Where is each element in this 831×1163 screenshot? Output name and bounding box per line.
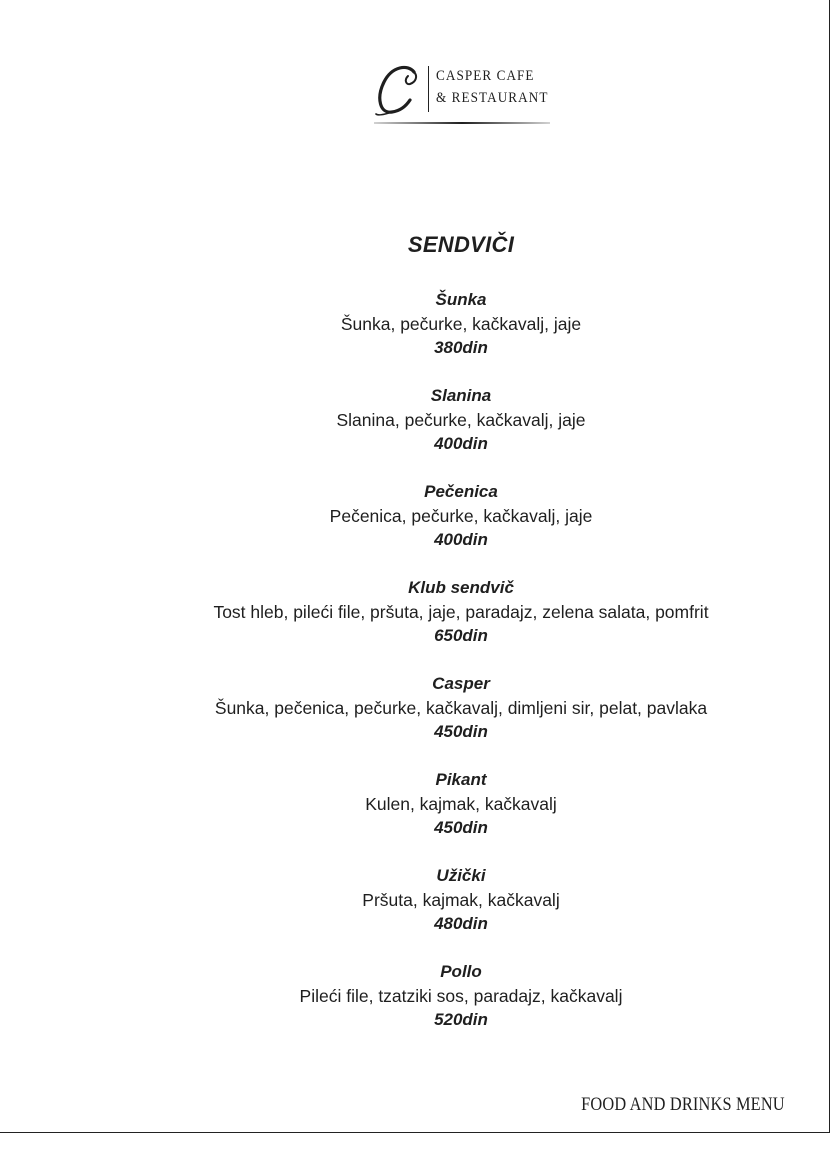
item-price: 450din bbox=[434, 818, 488, 837]
item-name: Pikant bbox=[435, 770, 487, 789]
section-title: SENDVIČI bbox=[407, 232, 515, 257]
item-price: 400din bbox=[434, 530, 488, 549]
menu-item-uzicki bbox=[0, 864, 831, 936]
menu-item-pollo bbox=[0, 960, 831, 1032]
item-description: Slanina, pečurke, kačkavalj, jaje bbox=[336, 410, 586, 430]
item-description: Kulen, kajmak, kačkavalj bbox=[365, 794, 557, 814]
item-name: Pollo bbox=[440, 962, 482, 981]
item-price: 380din bbox=[434, 338, 488, 357]
item-price: 480din bbox=[434, 914, 488, 933]
logo-divider bbox=[428, 66, 429, 112]
menu-item-klub-sendvic bbox=[0, 576, 831, 648]
brand-name-line1: CASPER CAFE bbox=[436, 68, 535, 84]
menu-item-slanina bbox=[0, 384, 831, 456]
menu-item-pikant bbox=[0, 768, 831, 840]
menu-item-casper bbox=[0, 672, 831, 744]
item-name: Užički bbox=[436, 866, 486, 885]
brand-name-line2: & RESTAURANT bbox=[436, 90, 549, 106]
item-description: Pileći file, tzatziki sos, paradajz, kačkavalj bbox=[299, 986, 623, 1006]
item-description: Šunka, pečurke, kačkavalj, jaje bbox=[340, 314, 582, 334]
brand-logo bbox=[372, 60, 552, 130]
item-price: 650din bbox=[434, 626, 488, 645]
menu-item-sunka bbox=[0, 288, 831, 360]
item-price: 450din bbox=[434, 722, 488, 741]
script-c-logo-icon bbox=[374, 62, 422, 118]
logo-underline bbox=[374, 122, 550, 124]
item-name: Klub sendvič bbox=[408, 578, 514, 597]
item-description: Pršuta, kajmak, kačkavalj bbox=[362, 890, 560, 910]
item-name: Pečenica bbox=[424, 482, 498, 501]
item-price: 400din bbox=[434, 434, 488, 453]
item-name: Šunka bbox=[435, 290, 487, 309]
item-price: 520din bbox=[434, 1010, 488, 1029]
menu-section bbox=[0, 228, 831, 1056]
item-name: Casper bbox=[432, 674, 490, 693]
footer-label: FOOD AND DRINKS MENU bbox=[581, 1094, 785, 1115]
item-description: Tost hleb, pileći file, pršuta, jaje, paradajz, zelena salata, pomfrit bbox=[213, 602, 709, 622]
item-name: Slanina bbox=[430, 386, 492, 405]
menu-item-pecenica bbox=[0, 480, 831, 552]
item-description: Pečenica, pečurke, kačkavalj, jaje bbox=[329, 506, 593, 526]
item-description: Šunka, pečenica, pečurke, kačkavalj, dimljeni sir, pelat, pavlaka bbox=[214, 698, 708, 718]
